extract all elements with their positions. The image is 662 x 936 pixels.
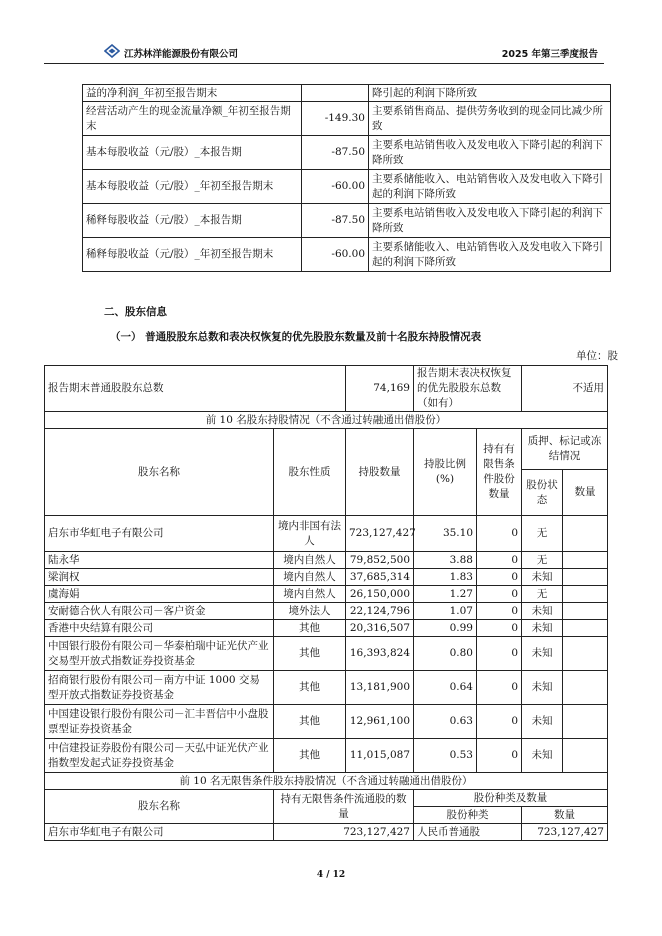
unr-header-name: 股东名称	[45, 790, 274, 824]
shareholder-name: 陆永华	[45, 552, 274, 569]
shareholder-qty	[563, 637, 608, 671]
shareholder-restricted: 0	[477, 739, 522, 773]
unr-qty: 723,127,427	[522, 824, 608, 841]
shareholder-name: 中国银行股份有限公司－华泰柏瑞中证光伏产业交易型开放式指数证券投资基金	[45, 637, 274, 671]
value-cell	[302, 85, 369, 102]
summary-label-total: 报告期末普通股股东总数	[45, 366, 346, 412]
shareholder-ratio: 35.10	[414, 516, 477, 552]
shareholder-shares: 20,316,507	[346, 620, 414, 637]
item-cell: 基本每股收益（元/股）_年初至报告期末	[83, 170, 302, 204]
shareholder-qty	[563, 516, 608, 552]
header-restricted: 持有有限售条件股份数量	[477, 429, 522, 516]
shareholder-status: 未知	[522, 705, 563, 739]
table-row	[83, 204, 611, 238]
summary-label-preferred: 报告期末表决权恢复的优先股股东总数（如有）	[414, 366, 522, 412]
shareholder-name: 安耐德合伙人有限公司－客户资金	[45, 603, 274, 620]
reason-cell: 降引起的利润下降所致	[369, 85, 611, 102]
shareholder-shares: 16,393,824	[346, 637, 414, 671]
unit-label: 单位：股	[576, 350, 618, 362]
shareholder-restricted: 0	[477, 620, 522, 637]
company-logo-icon	[104, 44, 120, 58]
shareholder-qty	[563, 603, 608, 620]
shareholder-name: 招商银行股份有限公司－南方中证 1000 交易型开放式指数证券投资基金	[45, 671, 274, 705]
header-name: 股东名称	[45, 429, 274, 516]
value-cell: -60.00	[302, 238, 369, 272]
change-reason-table	[82, 84, 611, 272]
report-title: 2025 年第三季度报告	[501, 49, 598, 60]
shareholder-ratio: 1.83	[414, 569, 477, 586]
table-row	[45, 637, 608, 671]
shareholder-status: 未知	[522, 620, 563, 637]
shareholder-ratio: 1.07	[414, 603, 477, 620]
shareholder-name: 中国建设银行股份有限公司－汇丰晋信中小盘股票型证券投资基金	[45, 705, 274, 739]
unr-kind: 人民币普通股	[414, 824, 522, 841]
shareholder-qty	[563, 569, 608, 586]
shareholder-name: 香港中央结算有限公司	[45, 620, 274, 637]
item-cell: 基本每股收益（元/股）_本报告期	[83, 136, 302, 170]
shareholder-table	[44, 365, 608, 841]
table-row	[45, 516, 608, 552]
item-cell: 稀释每股收益（元/股）_本报告期	[83, 204, 302, 238]
unr-header-qty: 数量	[522, 807, 608, 824]
unr-count: 723,127,427	[274, 824, 414, 841]
header-status: 股份状态	[522, 470, 563, 516]
value-cell: -149.30	[302, 102, 369, 136]
shareholder-ratio: 0.99	[414, 620, 477, 637]
shareholder-qty	[563, 586, 608, 603]
shareholder-restricted: 0	[477, 637, 522, 671]
shareholder-name: 启东市华虹电子有限公司	[45, 516, 274, 552]
shareholder-ratio: 0.53	[414, 739, 477, 773]
shareholder-nature: 境内自然人	[274, 586, 346, 603]
shareholder-status: 未知	[522, 603, 563, 620]
summary-value-total: 74,169	[346, 366, 414, 412]
shareholder-shares: 12,961,100	[346, 705, 414, 739]
reason-cell: 主要系储能收入、电站销售收入及发电收入下降引起的利润下降所致	[369, 238, 611, 272]
value-cell: -87.50	[302, 204, 369, 238]
table-row	[83, 136, 611, 170]
shareholder-status: 未知	[522, 637, 563, 671]
shareholder-restricted: 0	[477, 603, 522, 620]
shareholder-nature: 其他	[274, 671, 346, 705]
section-title: 二、股东信息	[104, 306, 167, 318]
shareholder-nature: 境内自然人	[274, 569, 346, 586]
header-qty: 数量	[563, 470, 608, 516]
item-cell: 经营活动产生的现金流量净额_年初至报告期末	[83, 102, 302, 136]
shareholder-shares: 26,150,000	[346, 586, 414, 603]
table-row	[83, 102, 611, 136]
shareholder-status: 未知	[522, 739, 563, 773]
shareholder-shares: 22,124,796	[346, 603, 414, 620]
shareholder-restricted: 0	[477, 671, 522, 705]
shareholder-restricted: 0	[477, 705, 522, 739]
top10-title: 前 10 名股东持股情况（不含通过转融通出借股份）	[45, 412, 608, 429]
table-row	[83, 238, 611, 272]
shareholder-ratio: 0.80	[414, 637, 477, 671]
table-row	[83, 85, 611, 102]
shareholder-shares: 37,685,314	[346, 569, 414, 586]
unr-name: 启东市华虹电子有限公司	[45, 824, 274, 841]
summary-value-preferred: 不适用	[522, 366, 608, 412]
item-cell: 稀释每股收益（元/股）_年初至报告期末	[83, 238, 302, 272]
shareholder-nature: 其他	[274, 739, 346, 773]
unr-header-kind: 股份种类	[414, 807, 522, 824]
shareholder-nature: 境外法人	[274, 603, 346, 620]
header-shares: 持股数量	[346, 429, 414, 516]
shareholder-qty	[563, 552, 608, 569]
shareholder-nature: 其他	[274, 637, 346, 671]
table-row	[45, 620, 608, 637]
shareholder-nature: 境内自然人	[274, 552, 346, 569]
table-row	[45, 739, 608, 773]
reason-cell: 主要系储能收入、电站销售收入及发电收入下降引起的利润下降所致	[369, 170, 611, 204]
reason-cell: 主要系电站销售收入及发电收入下降引起的利润下降所致	[369, 136, 611, 170]
shareholder-ratio: 0.63	[414, 705, 477, 739]
table-row	[45, 671, 608, 705]
header-nature: 股东性质	[274, 429, 346, 516]
shareholder-qty	[563, 739, 608, 773]
value-cell: -60.00	[302, 170, 369, 204]
unr-header-kind-group: 股份种类及数量	[414, 790, 608, 807]
shareholder-restricted: 0	[477, 569, 522, 586]
shareholder-nature: 其他	[274, 705, 346, 739]
shareholder-ratio: 3.88	[414, 552, 477, 569]
header-pledge: 质押、标记或冻结情况	[522, 429, 608, 470]
shareholder-qty	[563, 705, 608, 739]
page-number: 4 / 12	[316, 870, 346, 880]
shareholder-status: 未知	[522, 671, 563, 705]
page-header	[44, 44, 604, 64]
section-subtitle: （一） 普通股股东总数和表决权恢复的优先股股东数量及前十名股东持股情况表	[110, 331, 482, 343]
reason-cell: 主要系销售商品、提供劳务收到的现金同比减少所致	[369, 102, 611, 136]
shareholder-name: 梁润权	[45, 569, 274, 586]
table-row	[45, 603, 608, 620]
shareholder-shares: 11,015,087	[346, 739, 414, 773]
table-row	[45, 705, 608, 739]
shareholder-restricted: 0	[477, 552, 522, 569]
shareholder-ratio: 1.27	[414, 586, 477, 603]
shareholder-restricted: 0	[477, 516, 522, 552]
unr-header-count: 持有无限售条件流通股的数量	[274, 790, 414, 824]
shareholder-status: 无	[522, 552, 563, 569]
value-cell: -87.50	[302, 136, 369, 170]
item-cell: 益的净利润_年初至报告期末	[83, 85, 302, 102]
shareholder-qty	[563, 671, 608, 705]
unrestricted-title: 前 10 名无限售条件股东持股情况（不含通过转融通出借股份）	[45, 773, 608, 790]
shareholder-name: 虞海娟	[45, 586, 274, 603]
company-name: 江苏林洋能源股份有限公司	[124, 49, 239, 60]
shareholder-restricted: 0	[477, 586, 522, 603]
shareholder-shares: 79,852,500	[346, 552, 414, 569]
table-row	[45, 586, 608, 603]
shareholder-name: 中信建投证券股份有限公司－天弘中证光伏产业指数型发起式证券投资基金	[45, 739, 274, 773]
table-row	[83, 170, 611, 204]
shareholder-status: 未知	[522, 569, 563, 586]
table-row	[45, 824, 608, 841]
shareholder-status: 无	[522, 586, 563, 603]
shareholder-nature: 境内非国有法人	[274, 516, 346, 552]
shareholder-status: 无	[522, 516, 563, 552]
shareholder-ratio: 0.64	[414, 671, 477, 705]
shareholder-shares: 723,127,427	[346, 516, 414, 552]
shareholder-shares: 13,181,900	[346, 671, 414, 705]
reason-cell: 主要系电站销售收入及发电收入下降引起的利润下降所致	[369, 204, 611, 238]
table-row	[45, 569, 608, 586]
shareholder-nature: 其他	[274, 620, 346, 637]
header-ratio: 持股比例(%)	[414, 429, 477, 516]
shareholder-qty	[563, 620, 608, 637]
table-row	[45, 552, 608, 569]
